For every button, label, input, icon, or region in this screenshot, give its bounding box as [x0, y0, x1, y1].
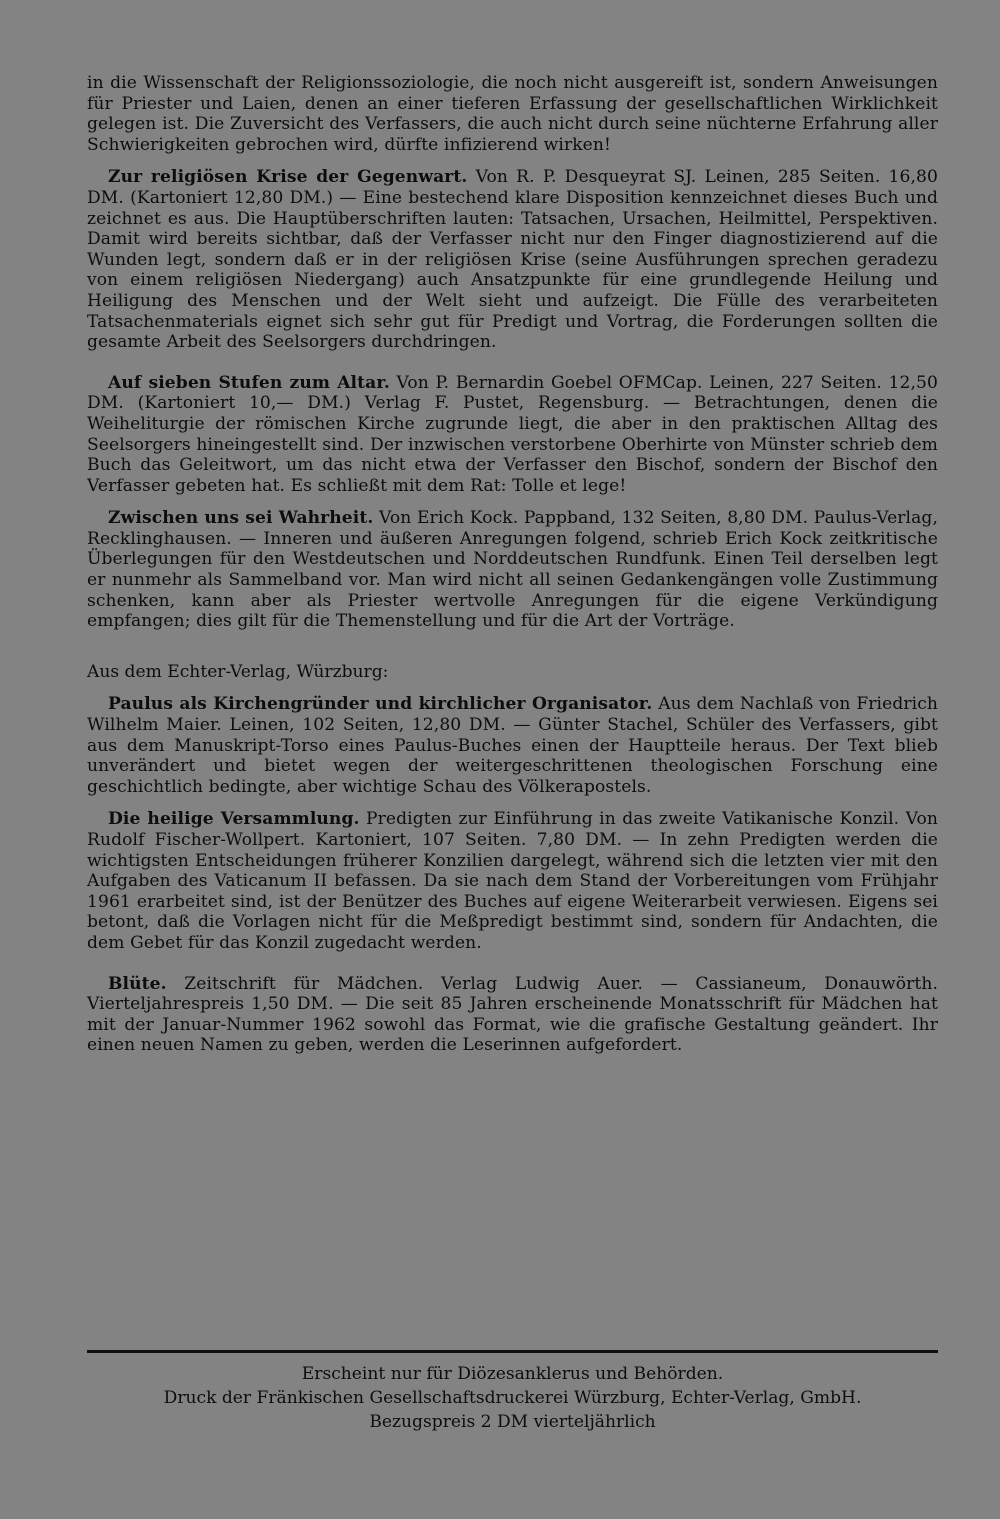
review-title: Zwischen uns sei Wahrheit. [108, 508, 374, 529]
review-body: Von P. Bernardin Goebel OFMCap. Leinen, 227 Seiten. 12,50 DM. (Kartoniert 10,— DM.) Verlag F. Pustet, Regensburg. — Betrachtungen, denen die Weiheliturgie der römischen Kirche zugrunde liegt, die aber in den praktischen Alltag des Seelsorgers hineingestellt sind. Der inzwischen verstorbene Oberhirte von Münster schrieb dem Buch das Geleitwort, um das nicht etwa der Verfasser den Bischof, sondern der Bischof den Verfasser gebeten hat. Es schließt mit dem Rat: Tolle et lege! [87, 372, 938, 496]
review-body: Predigten zur Einführung in das zweite Vatikanische Konzil. Von Rudolf Fischer-Wollpert. Kartoniert, 107 Seiten. 7,80 DM. — In zehn Predigten werden die wichtigsten Entscheidungen früherer Konzilien dargelegt, während sich die letzten vier mit den Aufgaben des Vaticanum II befassen. Da sie nach dem Stand der Vorbereitungen vom Frühjahr 1961 erarbeitet sind, ist der Benützer des Buches auf eigene Weiterarbeit verwiesen. Eigens sei betont, daß die Vorlagen nicht für die Meßpredigt bestimmt sind, sondern für Andachten, die dem Gebet für das Konzil zugedacht werden. [87, 809, 938, 953]
footer-printer: Druck der Fränkischen Gesellschaftsdruckerei Würzburg, Echter-Verlag, GmbH. [163, 1388, 862, 1408]
footer-divider [87, 1350, 938, 1353]
review-title: Zur religiösen Krise der Gegenwart. [108, 167, 468, 188]
section-heading: Aus dem Echter-Verlag, Würzburg: [87, 661, 389, 682]
review-title: Auf sieben Stufen zum Altar. [108, 372, 390, 393]
footer-notice: Erscheint nur für Diözesanklerus und Behörden. [301, 1364, 724, 1384]
review-title: Blüte. [108, 973, 167, 994]
intro-paragraph: in die Wissenschaft der Religionssoziologie, die noch nicht ausgereift ist, sondern Anweisungen für Priester und Laien, denen an einer tieferen Erfassung der gesellschaftlichen Wirklichkeit gelegen ist. Die Zuversicht des Verfassers, die auch nicht durch seine nüchterne Erfahrung aller Schwierigkeiten gebrochen wird, dürfte infizierend wirken! [87, 73, 938, 155]
imprint-footer [87, 1362, 938, 1434]
review-body: Von Erich Kock. Pappband, 132 Seiten, 8,80 DM. Paulus-Verlag, Recklinghausen. — Inneren und äußeren Anregungen folgend, schrieb Erich Kock zeitkritische Überlegungen für den Westdeutschen und Norddeutschen Rundfunk. Einen Teil derselben legt er nunmehr als Sammelband vor. Man wird nicht all seinen Gedankengängen volle Zustimmung schenken, kann aber als Priester wertvolle Anregungen für die eigene Verkündigung empfangen; dies gilt für die Themenstellung und für die Art der Vorträge. [87, 508, 938, 632]
review-entry [87, 974, 938, 1056]
review-title: Die heilige Versammlung. [108, 809, 360, 830]
review-entry [87, 373, 938, 497]
review-entry [87, 694, 938, 797]
review-entry [87, 809, 938, 953]
review-body: Zeitschrift für Mädchen. Verlag Ludwig Auer. — Cassianeum, Donauwörth. Vierteljahrespreis 1,50 DM. — Die seit 85 Jahren erscheinende Monatsschrift für Mädchen hat mit der Januar-Nummer 1962 sowohl das Format, wie die grafische Gestaltung geändert. Ihr einen neuen Namen zu geben, werden die Leserinnen aufgefordert. [87, 973, 938, 1056]
page-body [87, 73, 938, 1056]
review-body: Aus dem Nachlaß von Friedrich Wilhelm Maier. Leinen, 102 Seiten, 12,80 DM. — Günter Stachel, Schüler des Verfassers, gibt aus dem Manuskript-Torso eines Paulus-Buches einen der Hauptteile heraus. Der Text blieb unverändert und bietet wegen der weitergeschrittenen theologischen Forschung eine geschichtlich bedingte, aber wichtige Schau des Völkerapostels. [87, 694, 938, 797]
review-body: Von R. P. Desqueyrat SJ. Leinen, 285 Seiten. 16,80 DM. (Kartoniert 12,80 DM.) — Eine bestechend klare Disposition kennzeichnet dieses Buch und zeichnet es aus. Die Hauptüberschriften lauten: Tatsachen, Ursachen, Heilmittel, Perspektiven. Damit wird bereits sichtbar, daß der Verfasser nicht nur den Finger diagnostizierend auf die Wunden legt, sondern daß er in der religiösen Krise (seine Ausführungen sprechen geradezu von einem religiösen Niedergang) auch Ansatzpunkte für eine grundlegende Heilung und Heiligung des Menschen und der Welt sieht und aufzeigt. Die Fülle des verarbeiteten Tatsachenmaterials eignet sich sehr gut für Predigt und Vortrag, die Forderungen sollten die gesamte Arbeit des Seelsorgers durchdringen. [87, 167, 938, 353]
review-entry [87, 508, 938, 632]
review-entry [87, 167, 938, 352]
review-title: Paulus als Kirchengründer und kirchlicher Organisator. [108, 694, 653, 715]
footer-price: Bezugspreis 2 DM vierteljährlich [369, 1412, 656, 1432]
